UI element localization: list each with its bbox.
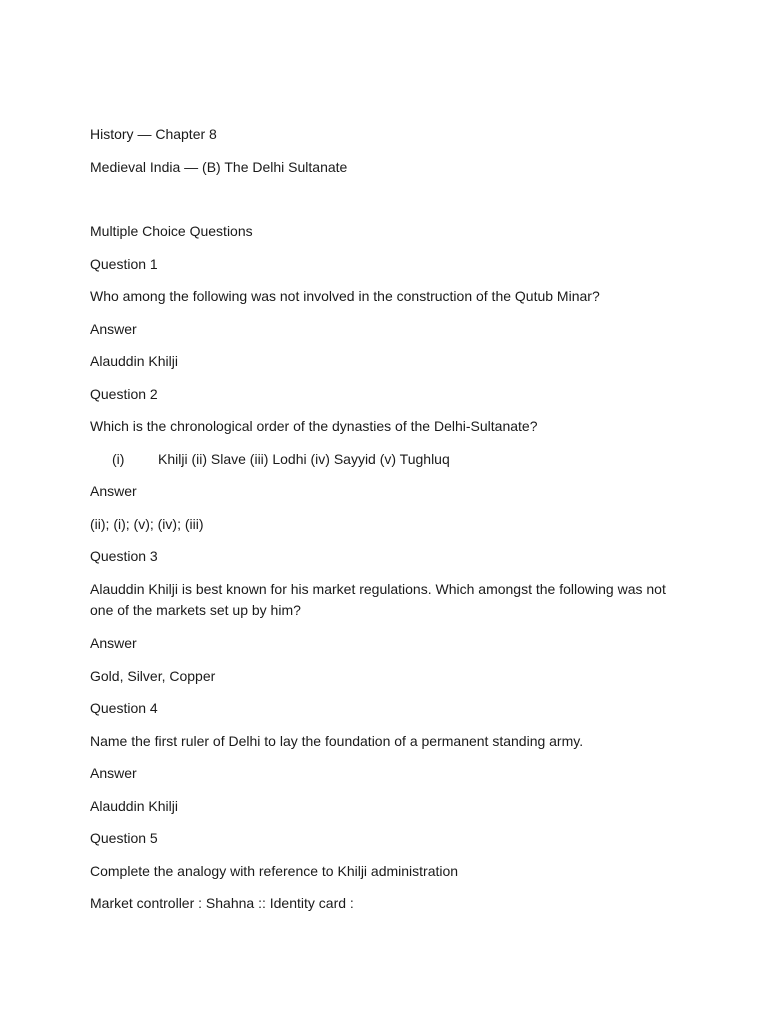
question-label: Question 2: [90, 385, 158, 402]
question-text: Name the first ruler of Delhi to lay the foundation of a permanent standing army.: [90, 732, 584, 749]
option-text: Khilji (ii) Slave (iii) Lodhi (iv) Sayyid (v) Tughluq: [158, 450, 450, 467]
analogy-text: Market controller : Shahna :: Identity card :: [90, 895, 354, 911]
question-label: Question 1: [90, 255, 158, 272]
section-title: Multiple Choice Questions: [90, 223, 253, 239]
option-line: [90, 449, 680, 470]
answer-label: Answer: [90, 320, 137, 337]
document-page: [90, 124, 680, 926]
answer-text: Gold, Silver, Copper: [90, 667, 216, 684]
question-text: Who among the following was not involved in the construction of the Qutub Minar?: [90, 288, 600, 304]
answer-label: Answer: [90, 483, 137, 499]
question-label: Question 4: [90, 700, 158, 716]
question-text: Alauddin Khilji is best known for his market regulations. Which amongst the following was not one of the markets set up by him?: [90, 580, 666, 618]
answer-text: Alauddin Khilji: [90, 797, 178, 814]
option-number: (i): [112, 450, 125, 467]
spacer: [90, 189, 680, 221]
answer-text: Alauddin Khilji: [90, 353, 178, 369]
document-subtitle: Medieval India — (B) The Delhi Sultanate: [90, 158, 348, 175]
answer-label: Answer: [90, 635, 137, 651]
question-text: Which is the chronological order of the dynasties of the Delhi-Sultanate?: [90, 418, 538, 434]
answer-label: Answer: [90, 765, 137, 781]
question-label: Question 5: [90, 830, 158, 846]
question-label: Question 3: [90, 548, 158, 564]
answer-text: (ii); (i); (v); (iv); (iii): [90, 515, 204, 532]
question-text: Complete the analogy with reference to Khilji administration: [90, 862, 459, 879]
document-title: History — Chapter 8: [90, 126, 217, 142]
